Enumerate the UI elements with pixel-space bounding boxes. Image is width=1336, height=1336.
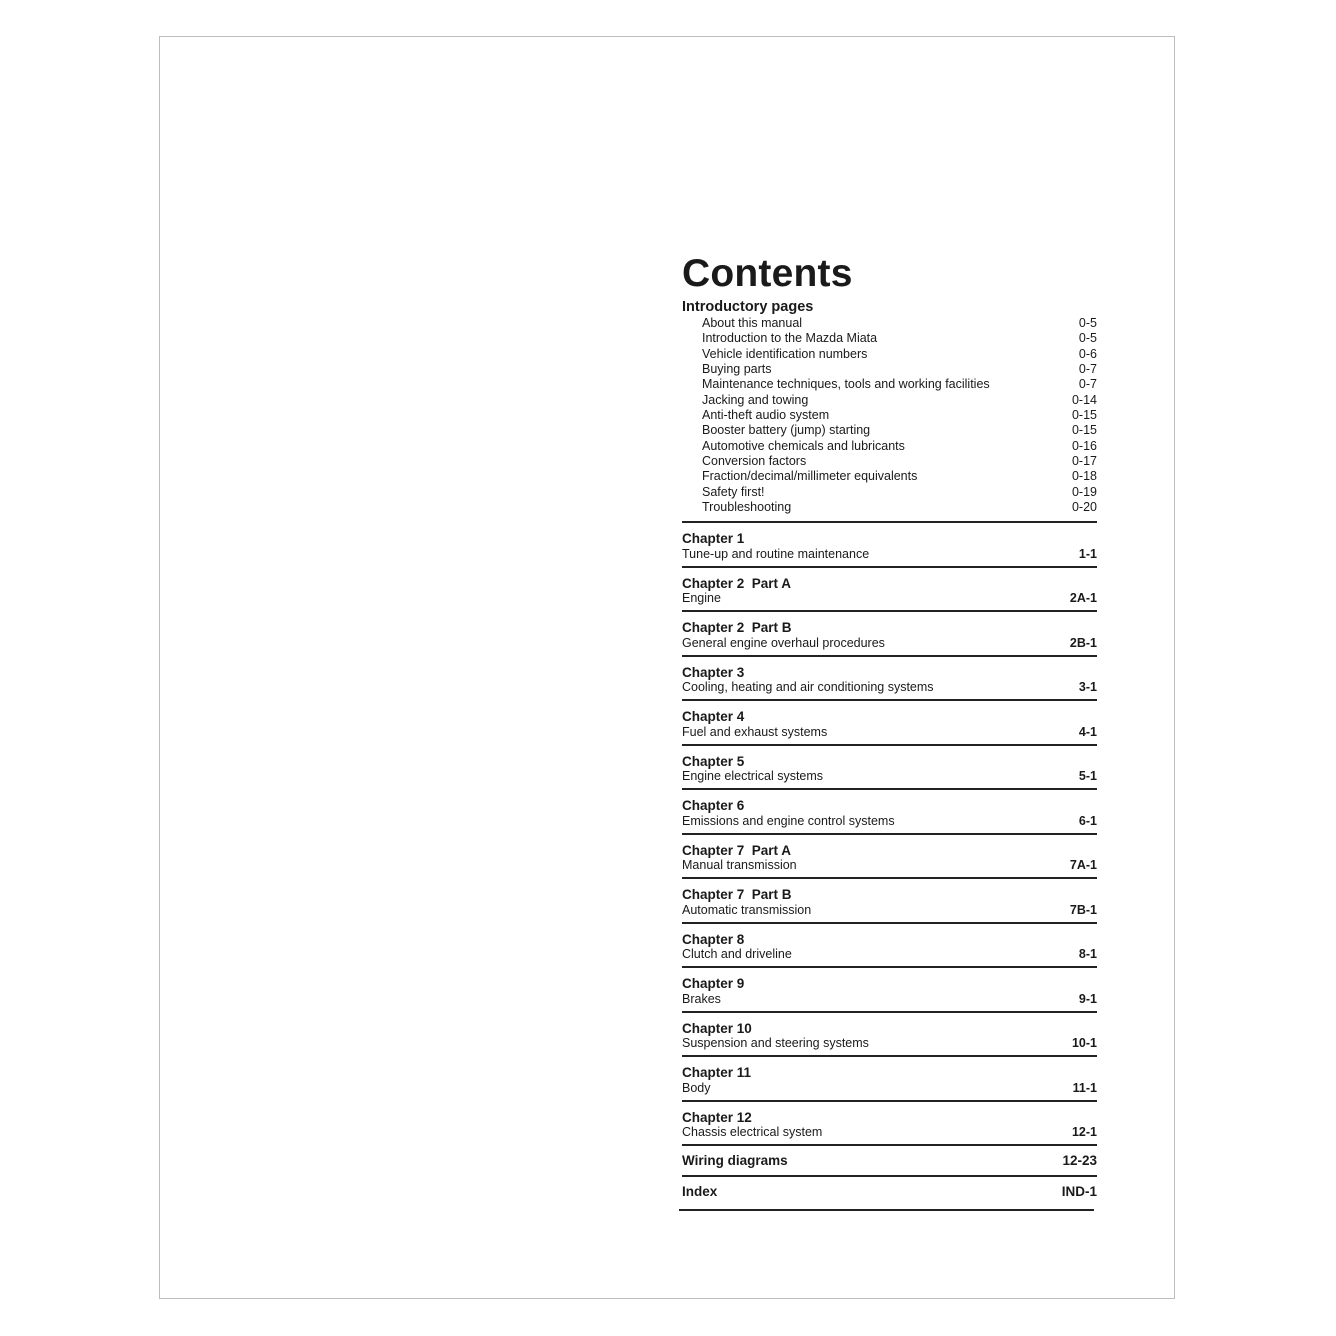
chapter-entry[interactable] bbox=[682, 523, 1097, 568]
chapter-row bbox=[682, 769, 1097, 785]
chapter-page: 8-1 bbox=[1078, 947, 1097, 962]
chapter-title: Chapter 8 bbox=[682, 931, 745, 947]
chapter-subtitle: Manual transmission bbox=[682, 858, 797, 873]
chapter-page: 10-1 bbox=[1071, 1036, 1097, 1051]
chapter-title: Chapter 3 bbox=[682, 664, 745, 680]
chapter-entry[interactable] bbox=[682, 568, 1097, 613]
chapter-subtitle: Emissions and engine control systems bbox=[682, 813, 895, 828]
chapter-subtitle: Automatic transmission bbox=[682, 902, 812, 917]
chapter-page: 1-1 bbox=[1078, 546, 1097, 561]
chapter-title: Chapter 7 Part B bbox=[682, 887, 792, 903]
chapter-row bbox=[682, 636, 1097, 652]
chapter-entry[interactable] bbox=[682, 1057, 1097, 1102]
intro-item[interactable] bbox=[682, 331, 1097, 346]
intro-item[interactable] bbox=[682, 377, 1097, 392]
intro-section bbox=[682, 298, 1097, 523]
intro-item-label: Automotive chemicals and lubricants bbox=[702, 438, 905, 453]
intro-item[interactable] bbox=[682, 316, 1097, 331]
chapter-title: Chapter 2 Part A bbox=[682, 575, 792, 591]
chapter-subtitle: Tune-up and routine maintenance bbox=[682, 546, 870, 561]
intro-item-label: About this manual bbox=[702, 316, 803, 330]
chapter-page: 12-1 bbox=[1071, 1125, 1097, 1140]
chapter-page: 9-1 bbox=[1078, 991, 1097, 1006]
chapter-page: 2A-1 bbox=[1069, 591, 1097, 606]
chapter-title: Chapter 9 bbox=[682, 976, 745, 992]
chapter-subtitle: Brakes bbox=[682, 991, 721, 1006]
page-title: Contents bbox=[682, 252, 853, 295]
intro-item[interactable] bbox=[682, 408, 1097, 423]
chapter-title: Chapter 2 Part B bbox=[682, 620, 792, 636]
chapter-page: 5-1 bbox=[1078, 769, 1097, 784]
chapter-title: Chapter 12 bbox=[682, 1109, 752, 1125]
chapter-list bbox=[682, 523, 1097, 1146]
intro-heading: Introductory pages bbox=[682, 299, 814, 315]
intro-list bbox=[682, 316, 1097, 515]
wiring-diagrams-entry[interactable] bbox=[682, 1146, 1097, 1177]
intro-item-label: Introduction to the Mazda Miata bbox=[702, 331, 878, 346]
intro-item[interactable] bbox=[682, 362, 1097, 377]
chapter-page: 2B-1 bbox=[1069, 635, 1097, 650]
chapter-entry[interactable] bbox=[682, 701, 1097, 746]
intro-item[interactable] bbox=[682, 439, 1097, 454]
intro-item-label: Maintenance techniques, tools and working facilities bbox=[702, 377, 990, 392]
chapter-title: Chapter 11 bbox=[682, 1065, 752, 1081]
chapter-row bbox=[682, 591, 1097, 607]
chapter-subtitle: Fuel and exhaust systems bbox=[682, 724, 828, 739]
chapter-subtitle: Body bbox=[682, 1080, 711, 1095]
chapter-page: 6-1 bbox=[1078, 813, 1097, 828]
chapter-subtitle: Clutch and driveline bbox=[682, 947, 792, 962]
chapter-title: Chapter 10 bbox=[682, 1020, 752, 1036]
intro-item[interactable] bbox=[682, 469, 1097, 484]
intro-item-page: 0-5 bbox=[1078, 316, 1097, 330]
chapter-entry[interactable] bbox=[682, 1102, 1097, 1147]
chapter-entry[interactable] bbox=[682, 968, 1097, 1013]
intro-item[interactable] bbox=[682, 347, 1097, 362]
chapter-entry[interactable] bbox=[682, 657, 1097, 702]
intro-item[interactable] bbox=[682, 454, 1097, 469]
intro-item-label: Booster battery (jump) starting bbox=[702, 423, 871, 438]
index-page: IND-1 bbox=[1061, 1184, 1097, 1200]
intro-item[interactable] bbox=[682, 485, 1097, 500]
chapter-page: 7B-1 bbox=[1069, 902, 1097, 917]
chapter-entry[interactable] bbox=[682, 835, 1097, 880]
chapter-row bbox=[682, 814, 1097, 830]
chapter-row bbox=[682, 1081, 1097, 1097]
intro-item-page: 0-5 bbox=[1078, 331, 1097, 346]
intro-item-page: 0-18 bbox=[1071, 469, 1097, 484]
chapter-subtitle: Engine electrical systems bbox=[682, 769, 824, 784]
chapter-row bbox=[682, 947, 1097, 963]
intro-item-label: Jacking and towing bbox=[702, 392, 809, 407]
chapter-entry[interactable] bbox=[682, 1013, 1097, 1058]
index-entry[interactable] bbox=[679, 1177, 1097, 1211]
intro-item-page: 0-20 bbox=[1071, 500, 1097, 515]
chapter-entry[interactable] bbox=[682, 746, 1097, 791]
intro-item[interactable] bbox=[682, 423, 1097, 438]
chapter-row bbox=[682, 547, 1097, 563]
intro-item-page: 0-15 bbox=[1071, 408, 1097, 423]
wiring-diagrams-page: 12-23 bbox=[1062, 1153, 1097, 1169]
chapter-entry[interactable] bbox=[682, 924, 1097, 969]
intro-item-page: 0-17 bbox=[1071, 454, 1097, 469]
chapter-row bbox=[682, 903, 1097, 919]
intro-item-label: Anti-theft audio system bbox=[702, 408, 830, 423]
chapter-entry[interactable] bbox=[682, 879, 1097, 924]
chapter-entry[interactable] bbox=[682, 612, 1097, 657]
intro-item[interactable] bbox=[682, 500, 1097, 515]
chapter-subtitle: Suspension and steering systems bbox=[682, 1036, 869, 1051]
intro-item-page: 0-15 bbox=[1071, 423, 1097, 438]
chapter-subtitle: Chassis electrical system bbox=[682, 1125, 823, 1140]
intro-item-page: 0-7 bbox=[1078, 362, 1097, 377]
intro-item[interactable] bbox=[682, 393, 1097, 408]
chapter-subtitle: General engine overhaul procedures bbox=[682, 635, 885, 650]
intro-item-label: Buying parts bbox=[702, 362, 772, 377]
intro-item-page: 0-6 bbox=[1078, 346, 1097, 361]
chapter-page: 11-1 bbox=[1072, 1080, 1097, 1095]
chapter-row bbox=[682, 680, 1097, 696]
intro-item-page: 0-7 bbox=[1078, 377, 1097, 392]
intro-item-page: 0-16 bbox=[1071, 438, 1097, 453]
chapter-title: Chapter 5 bbox=[682, 753, 745, 769]
chapter-subtitle: Engine bbox=[682, 591, 721, 606]
chapter-page: 3-1 bbox=[1078, 680, 1097, 695]
chapter-title: Chapter 4 bbox=[682, 709, 745, 725]
chapter-row bbox=[682, 858, 1097, 874]
intro-item-page: 0-14 bbox=[1071, 392, 1097, 407]
table-of-contents bbox=[682, 252, 1097, 1211]
chapter-row bbox=[682, 992, 1097, 1008]
chapter-row bbox=[682, 725, 1097, 741]
chapter-subtitle: Cooling, heating and air conditioning systems bbox=[682, 680, 934, 695]
chapter-title: Chapter 7 Part A bbox=[682, 842, 792, 858]
intro-item-label: Troubleshooting bbox=[702, 500, 792, 515]
intro-item-page: 0-19 bbox=[1071, 484, 1097, 499]
index-label: Index bbox=[682, 1184, 718, 1200]
chapter-row bbox=[682, 1036, 1097, 1052]
intro-item-label: Vehicle identification numbers bbox=[702, 346, 868, 361]
intro-item-label: Safety first! bbox=[702, 484, 765, 499]
chapter-title: Chapter 6 bbox=[682, 798, 745, 814]
intro-item-label: Fraction/decimal/millimeter equivalents bbox=[702, 469, 918, 484]
intro-item-label: Conversion factors bbox=[702, 454, 807, 469]
chapter-title: Chapter 1 bbox=[682, 531, 745, 547]
wiring-diagrams-label: Wiring diagrams bbox=[682, 1153, 788, 1169]
chapter-row bbox=[682, 1125, 1097, 1141]
chapter-page: 4-1 bbox=[1078, 724, 1097, 739]
chapter-entry[interactable] bbox=[682, 790, 1097, 835]
chapter-page: 7A-1 bbox=[1069, 858, 1097, 873]
